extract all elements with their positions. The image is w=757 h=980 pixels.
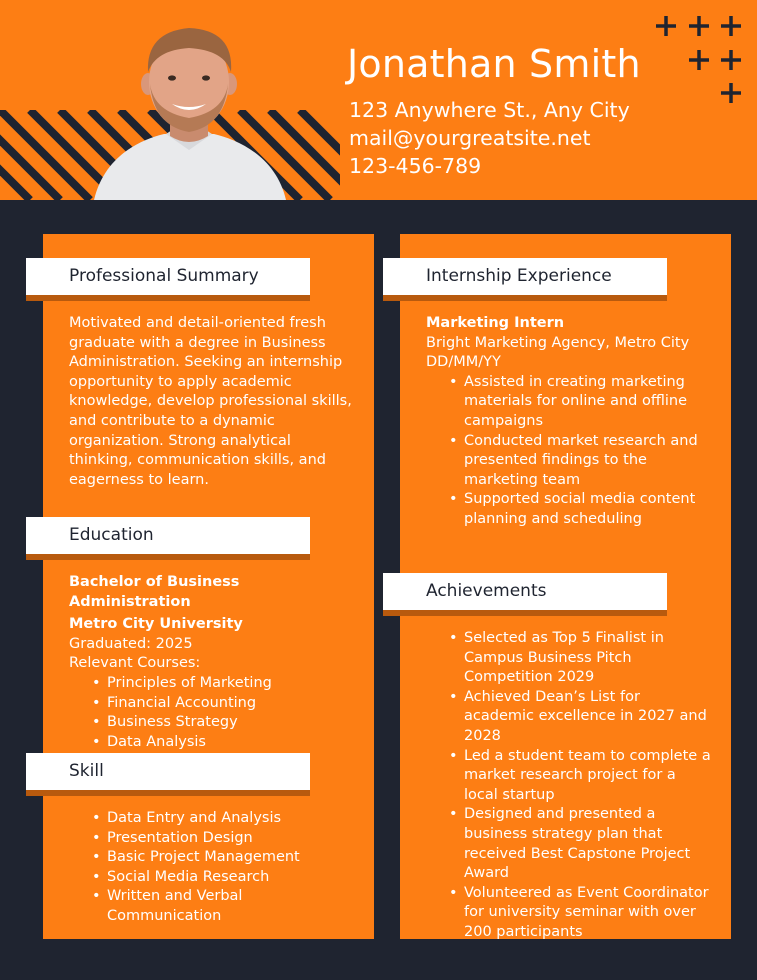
education-section — [69, 573, 359, 752]
achievements-heading-box — [383, 573, 667, 610]
phone-text: 123-456-789 — [349, 154, 482, 178]
achievements-heading: Achievements — [426, 581, 547, 601]
achievements-list — [464, 629, 714, 943]
list-item: • Principles of Marketing — [107, 674, 359, 694]
plus-signs-decoration — [650, 10, 750, 110]
company-name: Bright Marketing Agency, Metro City — [426, 334, 690, 351]
email-text: mail@yourgreatsite.net — [349, 126, 591, 150]
list-item: • Conducted market research and presented findings to the marketing team — [464, 432, 714, 491]
list-item: • Social Media Research — [107, 868, 357, 888]
internship-duties-list — [464, 373, 714, 530]
skill-heading: Skill — [69, 761, 104, 781]
internship-date: DD/MM/YY — [426, 354, 501, 371]
list-item: • Assisted in creating marketing materials for online and offline campaigns — [464, 373, 714, 432]
list-item: • Selected as Top 5 Finalist in Campus Business Pitch Competition 2029 — [464, 629, 714, 688]
achievements-section — [464, 629, 714, 943]
list-item: • Financial Accounting — [107, 694, 359, 714]
skill-section — [107, 809, 357, 927]
candidate-name: Jonathan Smith — [347, 42, 641, 86]
skills-list — [107, 809, 357, 927]
list-item: • Data Analysis — [107, 733, 359, 753]
header — [0, 0, 757, 200]
summary-heading: Professional Summary — [69, 266, 259, 286]
summary-text: Motivated and detail-oriented fresh graduate with a degree in Business Administration. Seeking an internship opportunity to apply academic knowledge, develop professional skills, and contribute to a dynamic organization. Strong analytical thinking, communication skills, and eagerness to learn. — [69, 315, 352, 488]
courses-list — [107, 674, 359, 752]
courses-label: Relevant Courses: — [69, 655, 201, 672]
list-item: • Led a student team to complete a market research project for a local startup — [464, 747, 714, 806]
school-name: Metro City University — [69, 616, 243, 633]
skill-heading-box — [26, 753, 310, 790]
profile-photo — [84, 22, 294, 200]
internship-heading-box — [383, 258, 667, 295]
list-item: • Designed and presented a business strategy plan that received Best Capstone Project Award — [464, 805, 714, 883]
education-heading-box — [26, 517, 310, 554]
address-text: 123 Anywhere St., Any City — [349, 98, 630, 122]
list-item: • Volunteered as Event Coordinator for university seminar with over 200 participants — [464, 884, 714, 943]
list-item: • Written and Verbal Communication — [107, 887, 267, 926]
list-item: • Basic Project Management — [107, 848, 357, 868]
list-item: • Data Entry and Analysis — [107, 809, 357, 829]
education-heading: Education — [69, 525, 154, 545]
degree-title: Bachelor of Business Administration — [69, 574, 240, 610]
list-item: • Business Strategy — [107, 713, 359, 733]
list-item: • Achieved Dean’s List for academic excellence in 2027 and 2028 — [464, 688, 714, 747]
graduation-year: Graduated: 2025 — [69, 635, 193, 652]
internship-heading: Internship Experience — [426, 266, 612, 286]
internship-section — [426, 314, 718, 530]
role-title: Marketing Intern — [426, 315, 565, 331]
list-item: • Presentation Design — [107, 829, 357, 849]
list-item: • Supported social media content planning and scheduling — [464, 490, 714, 529]
summary-heading-box — [26, 258, 310, 295]
